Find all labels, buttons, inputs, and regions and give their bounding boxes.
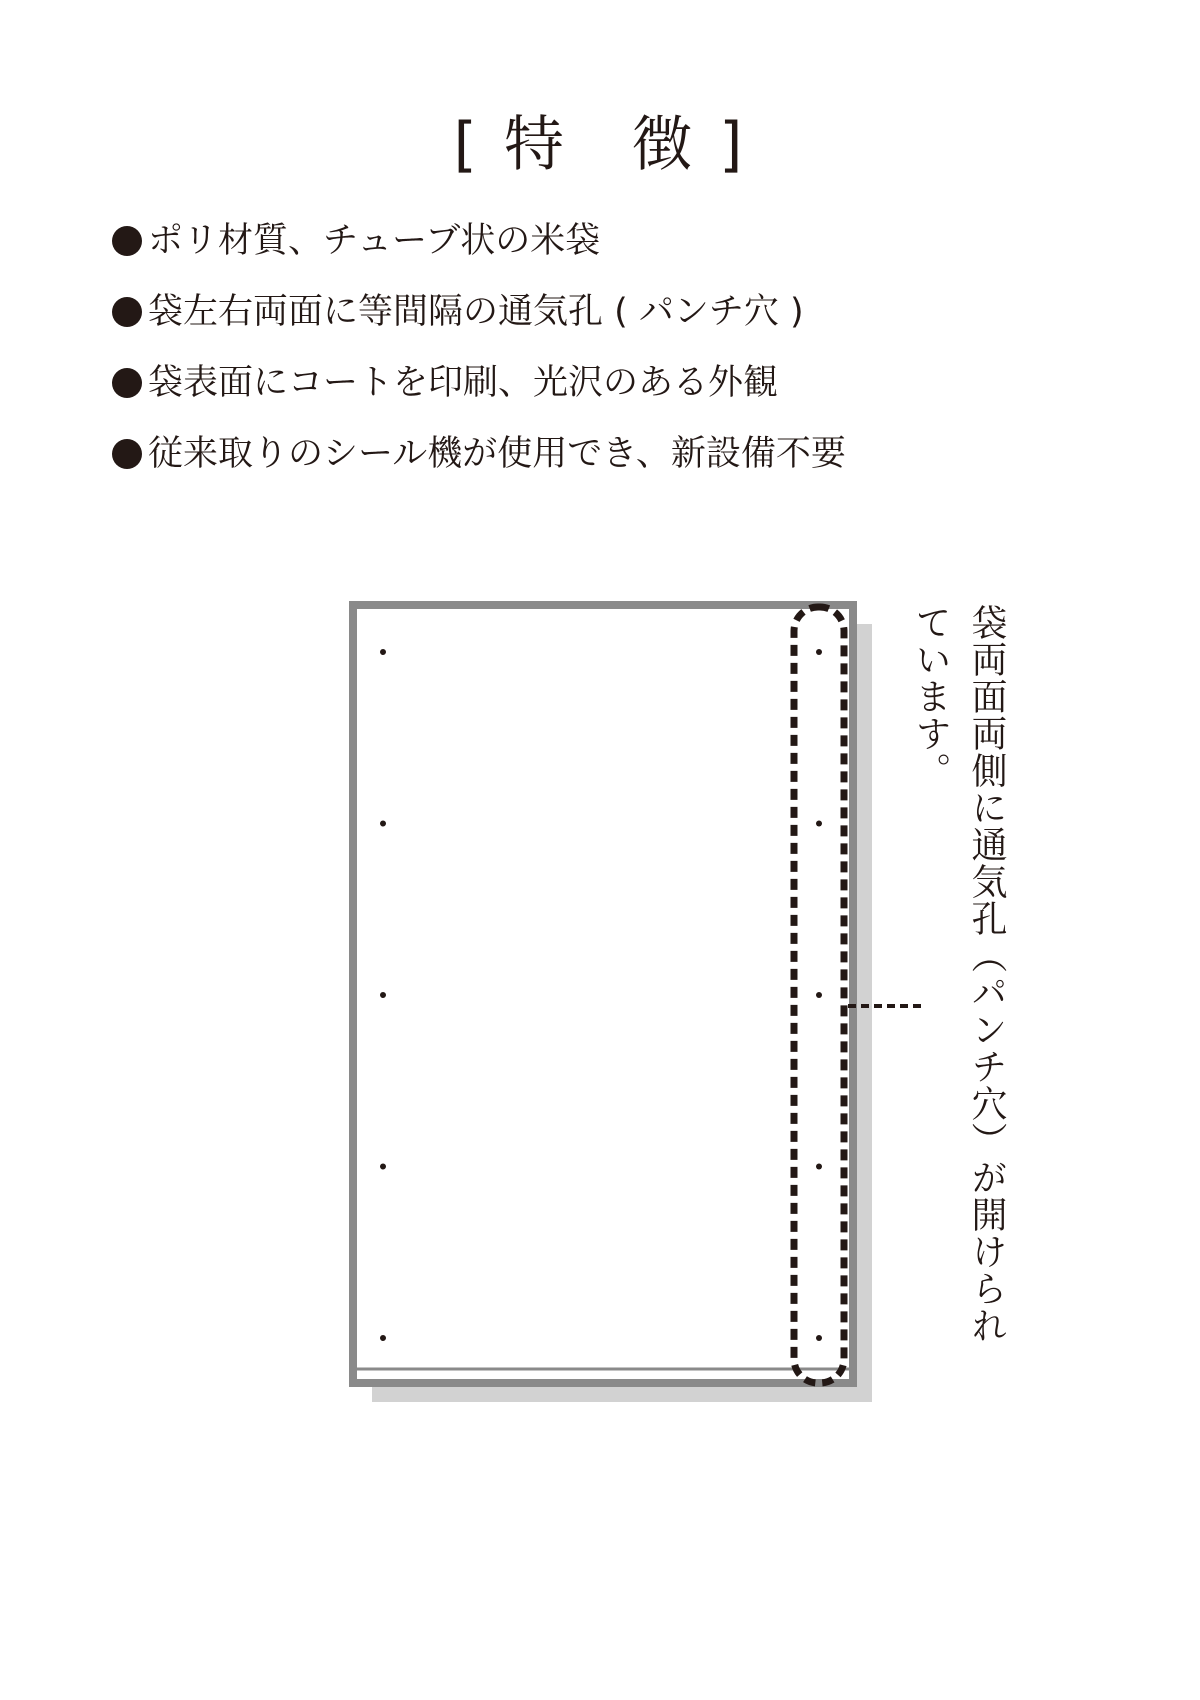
annotation-text-line-2: ています。 [910,604,951,789]
vent-hole-right-2 [816,821,822,827]
vent-hole-right-4 [816,1164,822,1170]
vent-hole-left-3 [380,992,386,998]
vent-hole-right-1 [816,649,822,655]
feature-text: 従来取りのシール機が使用でき、新設備不要 [148,434,846,474]
vent-hole-left-5 [380,1335,386,1341]
page-title: [ 特 徴 ] [453,110,747,180]
feature-text: ポリ材質、チューブ状の米袋 [148,221,601,261]
feature-text: 袋左右両面に等間隔の通気孔 ( パンチ穴 ) [148,292,804,332]
vent-hole-right-5 [816,1335,822,1341]
feature-text: 袋表面にコートを印刷、光沢のある外観 [148,363,779,403]
bag-outline [353,605,853,1383]
annotation-text-line-1: 袋両面両側に通気孔（パンチ穴）が開けられ [966,604,1007,1344]
vent-hole-left-4 [380,1164,386,1170]
vent-hole-right-3 [816,992,822,998]
vent-hole-left-2 [380,821,386,827]
vent-hole-left-1 [380,649,386,655]
